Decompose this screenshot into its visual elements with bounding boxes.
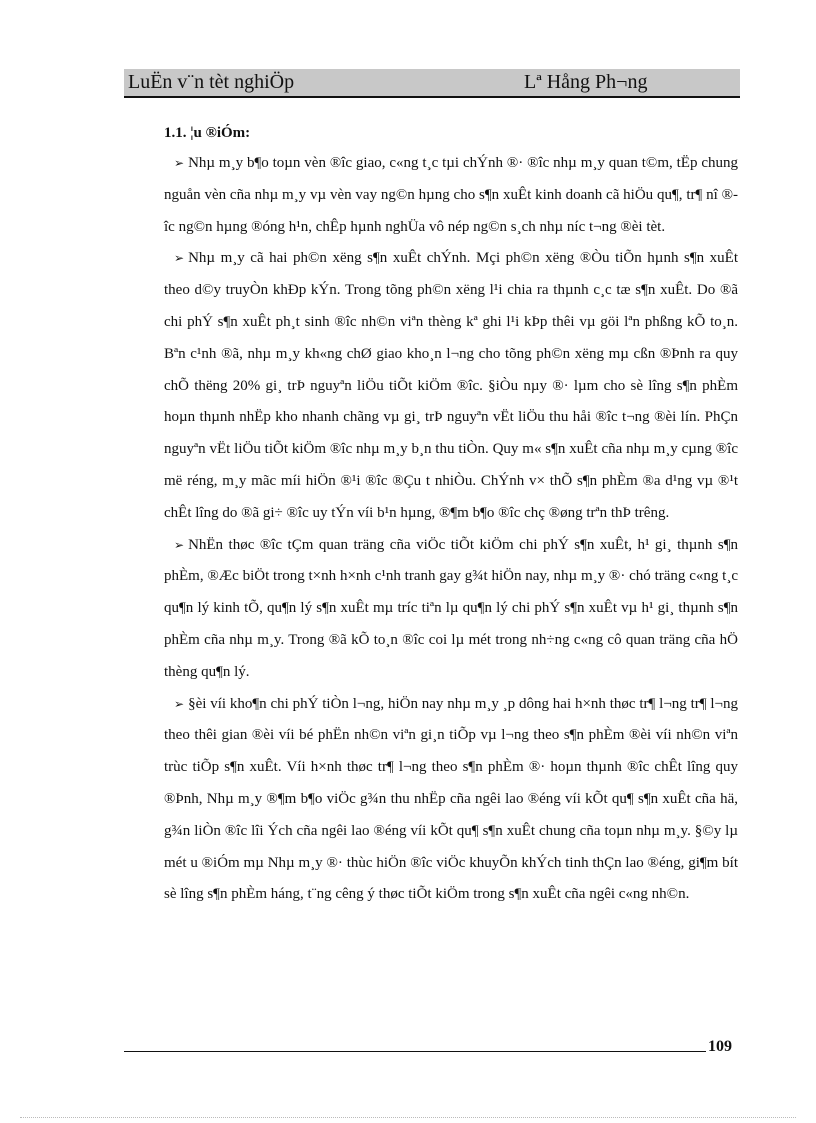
bullet-arrow-icon: ➢ (174, 251, 185, 266)
paragraph-text: NhËn thøc ®îc tÇm quan träng cña viÖc tiÕt kiÖm chi phÝ s¶n xuÊt, h¹ gi¸ thµnh s¶n phÈm, ®Æc biÖt trong t×nh h×nh c¹nh tranh gay g¾t hiÖn nay, nhµ m¸y ®· chó träng c«ng t¸c qu¶n lý kinh tÕ, qu¶n lý s¶n xuÊt mµ tríc tiªn lµ qu¶n lý chi phÝ s¶n xuÊt vµ h¹ gi¸ thµnh s¶n phÈm cña nhµ m¸y. Trong ®ã kÕ to¸n ®îc coi lµ mét trong nh÷ng c«ng cô quan träng cña hÖ thèng qu¶n lý. (164, 536, 738, 680)
bullet-arrow-icon: ➢ (174, 696, 185, 711)
paragraph-text: Nhµ m¸y cã hai ph©n xëng s¶n xuÊt chÝnh. Mçi ph©n xëng ®Òu tiÕn hµnh s¶n xuÊt theo d©y truyÒn khÐp kÝn. Trong tõng ph©n xëng l¹i chia ra thµnh c¸c tæ s¶n xuÊt. Do ®ã chi phÝ s¶n xuÊt ph¸t sinh ®îc nh©n viªn thèng kª ghi l¹i kÞp thêi vµ göi lªn phßng kÕ to¸n. Bªn c¹nh ®ã, nhµ m¸y kh«ng chØ giao kho¸n l¬ng cho tõng ph©n xëng mµ cßn ®Þnh ra quy chÕ thëng 20% gi¸ trÞ nguyªn liÖu tiÕt kiÖm ®îc. §iÒu nµy ®· lµm cho sè lîng s¶n phÈm hoµn thµnh nhËp kho nhanh chãng vµ gi¸ trÞ nguyªn vËt liÖu thu håi ®îc t¬ng ®èi lín. PhÇn nguyªn vËt liÖu tiÕt kiÖm ®îc nhµ m¸y b¸n thu tiÒn. Quy m« s¶n xuÊt cña nhµ m¸y cµng ®îc më réng, m¸y mãc míi hiÖn ®¹i ®îc ®Çu t nhiÒu. ChÝnh v× thÕ s¶n phÈm ®a d¹ng vµ ®¹t chÊt lîng do ®ã gi÷ ®îc uy tÝn víi b¹n hµng, ®¶m b¶o ®îc chç ®øng trªn thÞ trêng. (164, 250, 738, 521)
paragraph-4 (164, 689, 738, 912)
section-title: 1.1. ¦u ®iÓm: (164, 125, 251, 141)
paragraph-2 (164, 243, 738, 529)
header-thesis-title: LuËn v¨n tèt nghiÖp (128, 71, 295, 93)
header-author-name: Lª Hång Ph¬ng (524, 71, 648, 93)
bullet-arrow-icon: ➢ (174, 156, 185, 170)
paragraph-text: Nhµ m¸y b¶o toµn vèn ®îc giao, c«ng t¸c tµi chÝnh ®· ®îc nhµ m¸y quan t©m, tËp chung nguån vèn cña nhµ m¸y vµ vèn vay ng©n hµng cho s¶n xuÊt kinh doanh cã hiÖu qu¶, tr¶ nî ®îc ng©n hµng ®óng h¹n, chÊp hµnh nghÜa vô nép ng©n s¸ch nhµ níc t¬ng ®èi tèt. (164, 155, 738, 235)
footer-rule (124, 1051, 706, 1052)
document-body (164, 118, 738, 911)
page-bottom-border (20, 1117, 796, 1118)
paragraph-1 (164, 148, 738, 243)
paragraph-3 (164, 530, 738, 689)
page-number: 109 (708, 1038, 732, 1055)
bullet-arrow-icon: ➢ (174, 537, 185, 552)
paragraph-text: §èi víi kho¶n chi phÝ tiÒn l¬ng, hiÖn nay nhµ m¸y ¸p dông hai h×nh thøc tr¶ l¬ng tr¶ l¬ng theo thêi gian ®èi víi bé phËn nh©n viªn gi¸n tiÕp vµ l¬ng theo s¶n phÈm ®èi víi nh©n viªn trùc tiÕp s¶n xuÊt. Víi h×nh thøc tr¶ l¬ng theo s¶n phÈm ®· hoµn thµnh ®îc chÊt lîng quy ®Þnh, Nhµ m¸y ®¶m b¶o viÖc g¾n thu nhËp cña ngêi lao ®éng víi kÕt qu¶ s¶n xuÊt cña hä, g¾n liÒn ®îc lîi Ých cña ngêi lao ®éng víi kÕt qu¶ s¶n xuÊt chung cña toµn nhµ m¸y. §©y lµ mét u ®iÓm mµ Nhµ m¸y ®· thùc hiÖn ®îc viÖc khuyÕn khÝch tinh thÇn lao ®éng, gi¶m bít sè lîng s¶n phÈm háng, t¨ng cêng ý thøc tiÕt kiÖm trong s¶n xuÊt cña ngêi c«ng nh©n. (164, 695, 738, 903)
page-header (124, 69, 740, 98)
